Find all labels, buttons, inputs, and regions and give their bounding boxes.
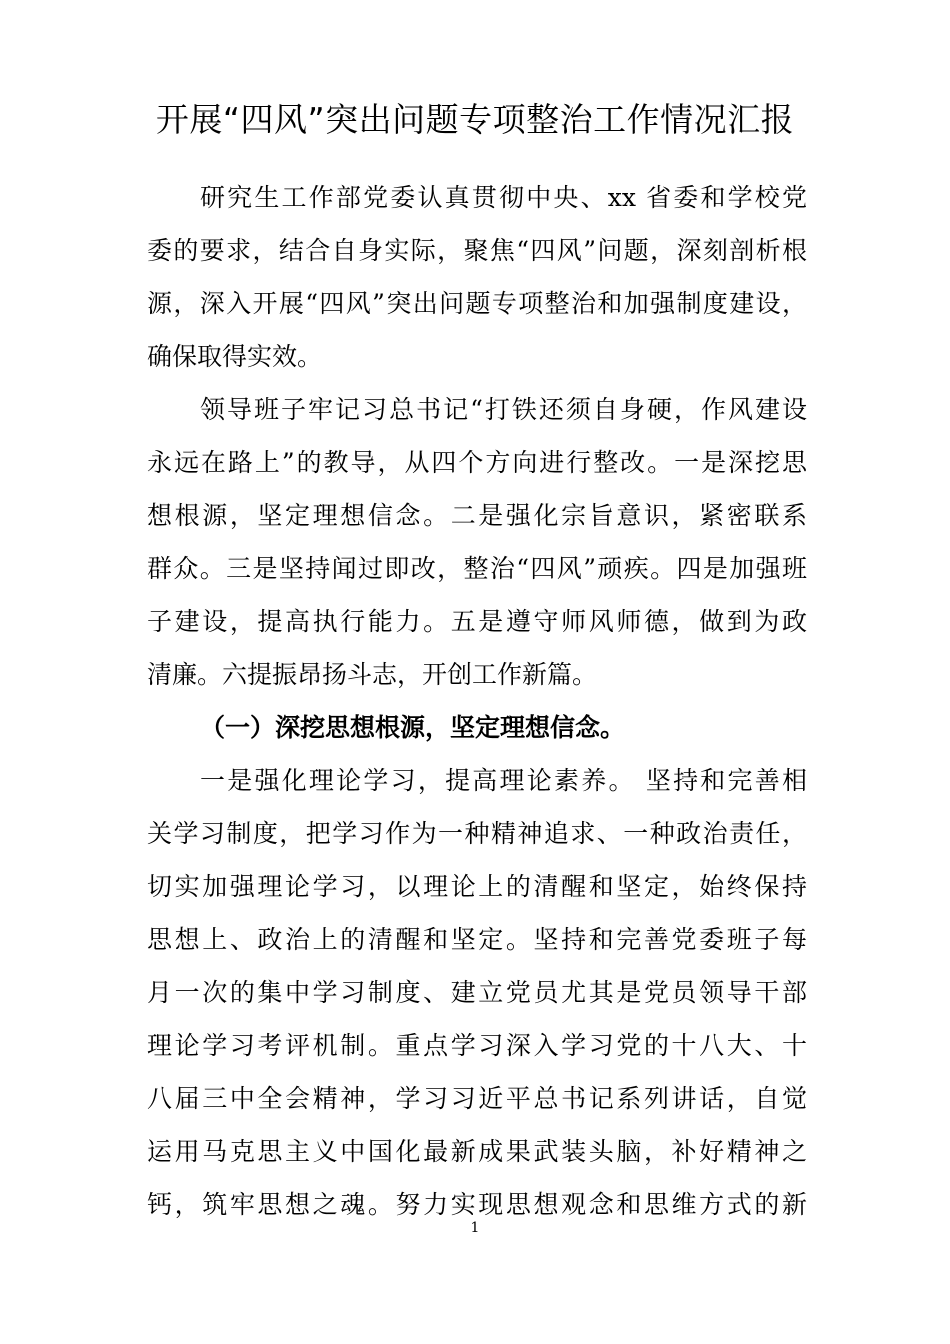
paragraph-3-line-2: 关学习制度，把学习作为一种精神追求、一种政治责任， (147, 819, 807, 848)
paragraph-2-line-4: 群众。三是坚持闻过即改，整治“四风”顽疾。四是加强班 (147, 554, 807, 583)
paragraph-1-line-4: 确保取得实效。 (147, 342, 323, 371)
page-number: 1 (470, 1220, 480, 1236)
paragraph-1-line-1: 研究生工作部党委认真贯彻中央、xx 省委和学校党 (200, 183, 807, 212)
paragraph-1-line-2: 委的要求，结合自身实际，聚焦“四风”问题，深刻剖析根 (147, 236, 807, 265)
paragraph-2-line-3: 想根源，坚定理想信念。二是强化宗旨意识，紧密联系 (147, 501, 807, 530)
paragraph-3-line-3: 切实加强理论学习，以理论上的清醒和坚定，始终保持 (147, 872, 807, 901)
paragraph-3-line-9: 钙，筑牢思想之魂。努力实现思想观念和思维方式的新 (147, 1190, 807, 1219)
paragraph-2-line-6: 清廉。六提振昂扬斗志，开创工作新篇。 (147, 660, 598, 689)
paragraph-2-line-1: 领导班子牢记习总书记“打铁还须自身硬，作风建设 (200, 395, 807, 424)
paragraph-2-line-5: 子建设，提高执行能力。五是遵守师风师德，做到为政 (147, 607, 807, 636)
paragraph-1-line-3: 源，深入开展“四风”突出问题专项整治和加强制度建设， (147, 289, 807, 318)
paragraph-3-line-6: 理论学习考评机制。重点学习深入学习党的十八大、十 (147, 1031, 807, 1060)
document-title: 开展“四风”突出问题专项整治工作情况汇报 (155, 100, 795, 139)
paragraph-3-line-7: 八届三中全会精神，学习习近平总书记系列讲话，自觉 (147, 1084, 807, 1113)
section-heading-1: （一）深挖思想根源，坚定理想信念。 (200, 713, 626, 742)
paragraph-3-line-1: 一是强化理论学习，提高理论素养。 坚持和完善相 (200, 766, 807, 795)
paragraph-3-line-4: 思想上、政治上的清醒和坚定。坚持和完善党委班子每 (147, 925, 807, 954)
paragraph-3-line-8: 运用马克思主义中国化最新成果武装头脑，补好精神之 (147, 1137, 807, 1166)
paragraph-3-line-5: 月一次的集中学习制度、建立党员尤其是党员领导干部 (147, 978, 807, 1007)
paragraph-2-line-2: 永远在路上”的教导，从四个方向进行整改。一是深挖思 (147, 448, 807, 477)
